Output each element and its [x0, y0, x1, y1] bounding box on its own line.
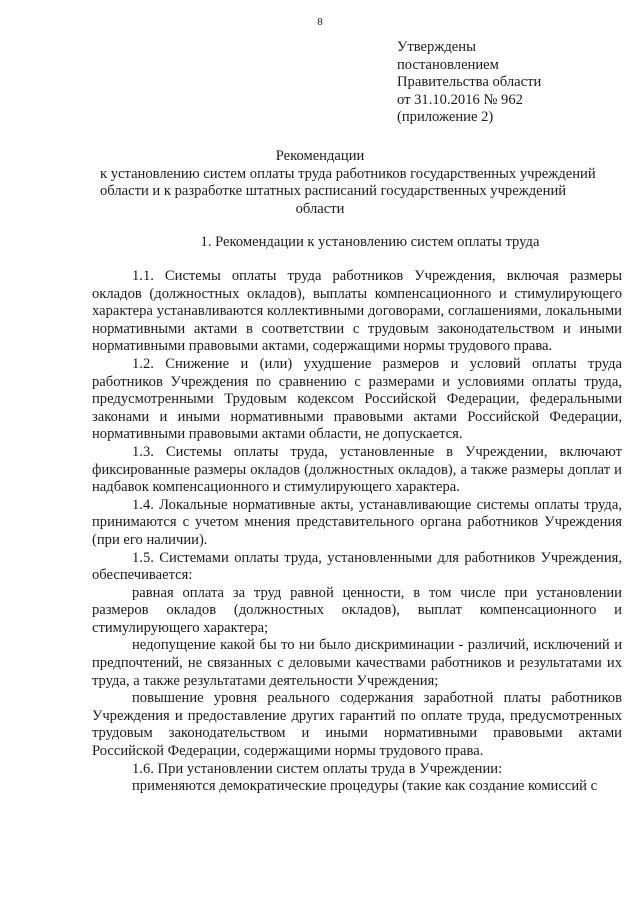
title-line: области	[295, 200, 345, 217]
page-number: 8	[317, 16, 323, 28]
document-title	[100, 148, 596, 218]
section-heading: 1. Рекомендации к установлению систем оплаты труда	[200, 234, 540, 250]
approval-line: Правительства области	[397, 74, 542, 91]
approval-stamp	[397, 39, 627, 127]
paragraph: 1.5. Системами оплаты труда, установленными для работников Учреждения, обеспечивается:	[92, 549, 622, 584]
title-line: к установлению систем оплаты труда работников государственных учреждений	[100, 165, 596, 182]
approval-line: постановлением	[397, 56, 499, 73]
title-line: Рекомендации	[275, 148, 365, 164]
paragraph: 1.2. Снижение и (или) ухудшение размеров и условий оплаты труда работников Учреждения по сравнению с размерами и условиями оплаты труда, предусмотренными Трудовым кодексом Российской Федерации, федеральными законами и иными нормативными правовыми актами Российской Федерации, нормативными правовыми актами области, не допускается.	[92, 355, 622, 443]
paragraph: применяются демократические процедуры (такие как создание комиссий с	[132, 778, 598, 795]
paragraph: недопущение какой бы то ни было дискриминации - различий, исключений и предпочтений, не связанных с деловыми качествами работников и результатами их труда, а также результатами деятельности Учреждения;	[92, 637, 622, 689]
document-body	[92, 268, 622, 796]
paragraph: 1.4. Локальные нормативные акты, устанавливающие системы оплаты труда, принимаются с учетом мнения представительного органа работников Учреждения (при его наличии).	[92, 496, 622, 548]
paragraph: повышение уровня реального содержания заработной платы работников Учреждения и предоставление других гарантий по оплате труда, предусмотренных трудовым законодательством и иными нормативными правовыми актами Российской Федерации, содержащими нормы трудового права.	[92, 690, 622, 760]
paragraph: 1.1. Системы оплаты труда работников Учреждения, включая размеры окладов (должностных окладов), выплаты компенсационного и стимулирующего характера устанавливаются коллективными договорами, соглашениями, локальными нормативными актами в соответствии с трудовым законодательством и иными нормативными правовыми актами, содержащими нормы трудового права.	[92, 268, 622, 355]
approval-line: (приложение 2)	[397, 109, 494, 126]
paragraph: равная оплата за труд равной ценности, в том числе при установлении размеров окладов (должностных окладов), выплат компенсационного и стимулирующего характера;	[92, 584, 622, 636]
title-line: области и к разработке штатных расписаний государственных учреждений	[100, 183, 567, 200]
approval-line: Утверждены	[397, 39, 476, 55]
paragraph: 1.3. Системы оплаты труда, установленные в Учреждении, включают фиксированные размеры окладов (должностных окладов), а также размеры доплат и надбавок компенсационного и стимулирующего характера.	[92, 443, 622, 496]
approval-line: от 31.10.2016 № 962	[397, 91, 523, 108]
paragraph: 1.6. При установлении систем оплаты труда в Учреждении:	[132, 760, 503, 777]
